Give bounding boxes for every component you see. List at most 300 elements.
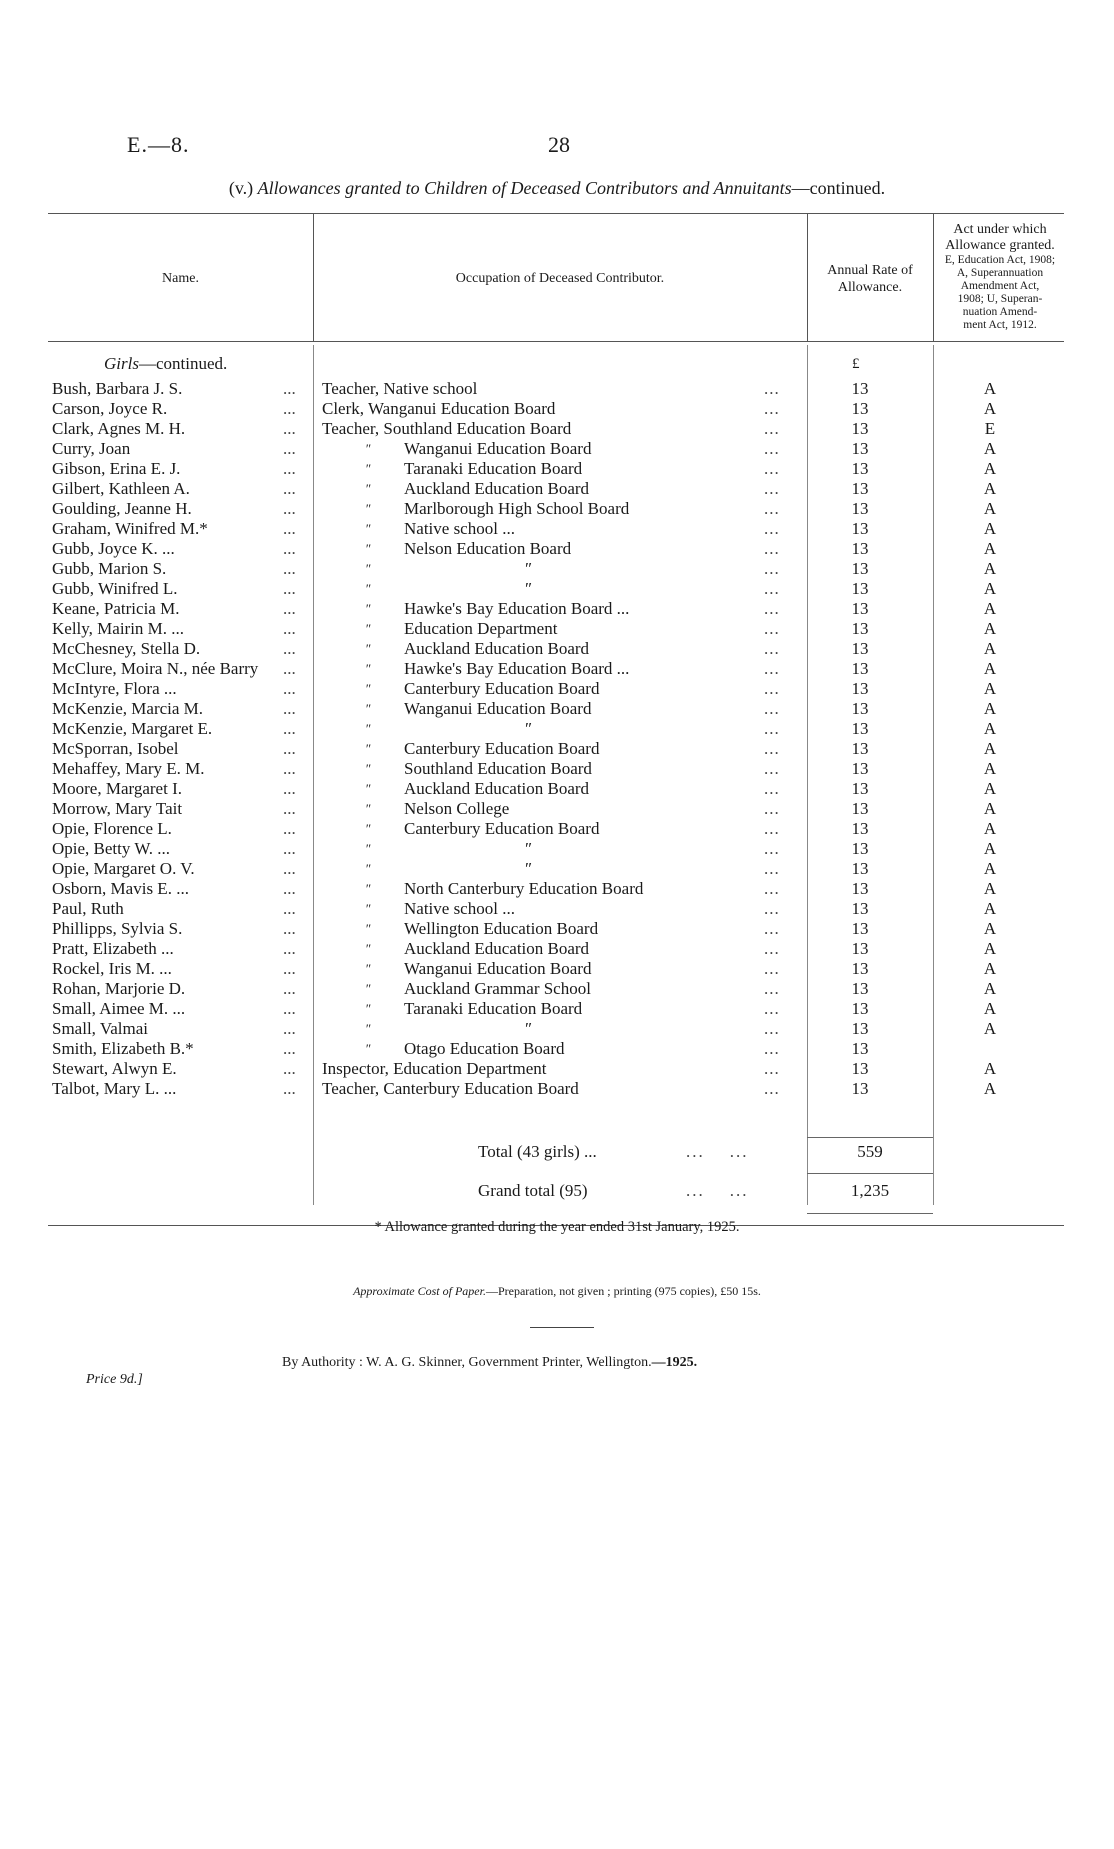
ditto-mark: ″	[365, 761, 371, 776]
row-rate: 13	[851, 539, 869, 558]
row-rate: 13	[851, 779, 869, 798]
row-rate: 13	[851, 559, 869, 578]
total-leader: ... ...	[686, 1142, 749, 1161]
footnote: * Allowance granted during the year ended 31st January, 1925.	[374, 1219, 740, 1235]
row-act: A	[983, 799, 997, 818]
name-leader: ...	[283, 539, 296, 558]
authority-year: —1925.	[651, 1355, 698, 1370]
name-leader: ...	[283, 579, 296, 598]
table-row	[0, 419, 1114, 439]
name-leader: ...	[283, 899, 296, 918]
occupation-leader: ...	[764, 599, 780, 618]
row-act: A	[983, 979, 997, 998]
short-rule	[530, 1327, 594, 1328]
row-rate: 13	[851, 459, 869, 478]
grand-total-label: Grand total (95)	[478, 1181, 588, 1200]
name-leader: ...	[283, 979, 296, 998]
row-occupation: Wanganui Education Board	[404, 959, 592, 978]
ditto-mark: ″	[365, 981, 371, 996]
table-row	[0, 619, 1114, 639]
row-rate: 13	[851, 519, 869, 538]
ditto-mark: ″	[365, 721, 371, 736]
name-leader: ...	[283, 1039, 296, 1058]
row-rate: 13	[851, 719, 869, 738]
act-header-line2: Allowance granted.	[945, 238, 1055, 253]
table-row	[0, 939, 1114, 959]
table-row	[0, 919, 1114, 939]
row-act: A	[983, 719, 997, 738]
occupation-leader: ...	[764, 1059, 780, 1078]
grand-total-leader: ... ...	[686, 1181, 749, 1200]
row-act: A	[983, 999, 997, 1018]
row-name: Phillipps, Sylvia S.	[52, 919, 183, 938]
table-row	[0, 479, 1114, 499]
table-row	[0, 639, 1114, 659]
row-name: McKenzie, Marcia M.	[52, 699, 204, 718]
act-header-line7: nuation Amend-	[962, 306, 1038, 318]
ditto-mark: ″	[365, 561, 371, 576]
col-header-name: Name.	[162, 271, 199, 286]
name-leader: ...	[283, 599, 296, 618]
row-rate: 13	[851, 819, 869, 838]
total-label: Total (43 girls) ...	[478, 1142, 597, 1161]
table-top-rule	[48, 213, 1064, 214]
table-row	[0, 579, 1114, 599]
name-leader: ...	[283, 439, 296, 458]
occupation-leader: ...	[764, 379, 780, 398]
row-rate: 13	[851, 839, 869, 858]
row-occupation: Marlborough High School Board	[404, 499, 630, 518]
ditto-mark: ″	[365, 841, 371, 856]
row-name: Smith, Elizabeth B.*	[52, 1039, 194, 1058]
row-name: McChesney, Stella D.	[52, 639, 201, 658]
occupation-leader: ...	[764, 499, 780, 518]
row-name: Moore, Margaret I.	[52, 779, 182, 798]
col-header-rate	[807, 262, 933, 296]
occupation-leader: ...	[764, 899, 780, 918]
row-occupation: Nelson Education Board	[404, 539, 572, 558]
ditto-mark: ″	[365, 921, 371, 936]
occupation-leader: ...	[764, 819, 780, 838]
row-rate: 13	[851, 1019, 869, 1038]
section-heading	[104, 354, 227, 374]
row-act: A	[983, 959, 997, 978]
row-act: A	[983, 839, 997, 858]
section-label: Girls	[104, 354, 139, 373]
occupation-leader: ...	[764, 699, 780, 718]
row-name: Talbot, Mary L. ...	[52, 1079, 177, 1098]
row-name: McSporran, Isobel	[52, 739, 179, 758]
occupation-leader: ...	[764, 559, 780, 578]
row-act: A	[983, 1019, 997, 1038]
table-row	[0, 739, 1114, 759]
row-act: A	[983, 859, 997, 878]
row-occupation: Taranaki Education Board	[404, 999, 583, 1018]
ditto-mark: ″	[365, 941, 371, 956]
row-rate: 13	[851, 799, 869, 818]
occupation-leader: ...	[764, 839, 780, 858]
document-code: E.—8.	[127, 132, 190, 157]
row-act: A	[983, 379, 997, 398]
row-act: A	[983, 939, 997, 958]
currency-symbol: £	[852, 356, 860, 372]
occupation-leader: ...	[764, 519, 780, 538]
name-leader: ...	[283, 559, 296, 578]
row-occupation: Auckland Education Board	[404, 779, 590, 798]
table-row	[0, 859, 1114, 879]
row-name: Rockel, Iris M. ...	[52, 959, 172, 978]
ditto-mark: ″	[365, 901, 371, 916]
name-leader: ...	[283, 799, 296, 818]
table-row	[0, 519, 1114, 539]
row-act: A	[983, 739, 997, 758]
row-name: Curry, Joan	[52, 439, 131, 458]
row-act: A	[983, 479, 997, 498]
row-occupation: Auckland Grammar School	[404, 979, 591, 998]
name-leader: ...	[283, 379, 296, 398]
ditto-mark: ″	[365, 601, 371, 616]
ditto-mark: ″	[365, 541, 371, 556]
name-leader: ...	[283, 999, 296, 1018]
table-row	[0, 399, 1114, 419]
row-rate: 13	[851, 919, 869, 938]
occupation-leader: ...	[764, 479, 780, 498]
row-occupation: Southland Education Board	[404, 759, 592, 778]
ditto-mark: ″	[365, 801, 371, 816]
section-suffix: —continued.	[138, 354, 228, 373]
row-name: Bush, Barbara J. S.	[52, 379, 183, 398]
table-row	[0, 1039, 1114, 1059]
row-occupation: Auckland Education Board	[404, 939, 590, 958]
occupation-leader: ...	[764, 659, 780, 678]
name-leader: ...	[283, 919, 296, 938]
occupation-leader: ...	[764, 939, 780, 958]
caption-title: Allowances granted to Children of Deceased Contributors and Annuitants	[257, 178, 792, 198]
act-header-line1: Act under which	[953, 222, 1047, 237]
row-occupation: Teacher, Canterbury Education Board	[322, 1079, 579, 1098]
table-row	[0, 719, 1114, 739]
row-rate: 13	[851, 699, 869, 718]
row-rate: 13	[851, 399, 869, 418]
row-occupation: Hawke's Bay Education Board ...	[404, 599, 630, 618]
row-occupation: Wanganui Education Board	[404, 699, 592, 718]
rate-header-line2: Allowance.	[837, 280, 903, 295]
name-leader: ...	[283, 759, 296, 778]
row-name: Gibson, Erina E. J.	[52, 459, 181, 478]
row-name: Small, Valmai	[52, 1019, 149, 1038]
row-act: A	[983, 619, 997, 638]
row-rate: 13	[851, 419, 869, 438]
name-leader: ...	[283, 1019, 296, 1038]
ditto-mark: ″	[365, 861, 371, 876]
occupation-leader: ...	[764, 779, 780, 798]
table-row	[0, 1059, 1114, 1079]
occupation-leader: ...	[764, 679, 780, 698]
ditto-mark: ″	[365, 741, 371, 756]
row-act: A	[983, 539, 997, 558]
ditto-mark: ″	[365, 781, 371, 796]
row-name: Opie, Margaret O. V.	[52, 859, 195, 878]
grand-total-rule-bottom	[807, 1213, 933, 1214]
occupation-leader: ...	[764, 619, 780, 638]
row-rate: 13	[851, 899, 869, 918]
occupation-leader: ...	[764, 1079, 780, 1098]
table-row	[0, 1079, 1114, 1099]
name-leader: ...	[283, 779, 296, 798]
row-occupation: Hawke's Bay Education Board ...	[404, 659, 630, 678]
row-occupation: Auckland Education Board	[404, 479, 590, 498]
row-act: A	[983, 659, 997, 678]
row-rate: 13	[851, 619, 869, 638]
table-row	[0, 559, 1114, 579]
grand-total-rule-top	[807, 1173, 933, 1174]
row-act: A	[983, 679, 997, 698]
row-rate: 13	[851, 939, 869, 958]
row-occupation: ″	[525, 579, 533, 598]
row-occupation: Auckland Education Board	[404, 639, 590, 658]
row-name: Graham, Winifred M.*	[52, 519, 208, 538]
occupation-leader: ...	[764, 739, 780, 758]
ditto-mark: ″	[365, 481, 371, 496]
occupation-leader: ...	[764, 859, 780, 878]
col-header-act	[935, 222, 1065, 332]
act-header-line3: E, Education Act, 1908;	[944, 254, 1056, 266]
row-rate: 13	[851, 579, 869, 598]
row-act: A	[983, 399, 997, 418]
authority-prefix: By Authority :	[282, 1355, 363, 1370]
row-name: Stewart, Alwyn E.	[52, 1059, 177, 1078]
occupation-leader: ...	[764, 639, 780, 658]
row-name: McIntyre, Flora ...	[52, 679, 177, 698]
ditto-mark: ″	[365, 1021, 371, 1036]
row-act: A	[983, 599, 997, 618]
row-act: A	[983, 919, 997, 938]
row-rate: 13	[851, 679, 869, 698]
row-occupation: Canterbury Education Board	[404, 679, 600, 698]
row-rate: 13	[851, 959, 869, 978]
name-leader: ...	[283, 459, 296, 478]
occupation-leader: ...	[764, 999, 780, 1018]
row-name: Kelly, Mairin M. ...	[52, 619, 185, 638]
occupation-leader: ...	[764, 759, 780, 778]
ditto-mark: ″	[365, 961, 371, 976]
occupation-leader: ...	[764, 879, 780, 898]
row-rate: 13	[851, 639, 869, 658]
name-leader: ...	[283, 719, 296, 738]
act-header-line4: A, Superannuation	[956, 267, 1044, 279]
row-occupation: ″	[525, 839, 533, 858]
row-act: A	[983, 459, 997, 478]
ditto-mark: ″	[365, 521, 371, 536]
page-number: 28	[548, 132, 570, 157]
table-row	[0, 759, 1114, 779]
occupation-leader: ...	[764, 719, 780, 738]
name-leader: ...	[283, 679, 296, 698]
name-leader: ...	[283, 939, 296, 958]
row-rate: 13	[851, 759, 869, 778]
occupation-leader: ...	[764, 799, 780, 818]
ditto-mark: ″	[365, 821, 371, 836]
name-leader: ...	[283, 839, 296, 858]
row-rate: 13	[851, 499, 869, 518]
row-occupation: Education Department	[404, 619, 558, 638]
row-occupation: Wellington Education Board	[404, 919, 599, 938]
row-act: A	[983, 759, 997, 778]
name-leader: ...	[283, 659, 296, 678]
table-row	[0, 659, 1114, 679]
col-divider-3	[933, 213, 934, 341]
table-row	[0, 699, 1114, 719]
ditto-mark: ″	[365, 701, 371, 716]
name-leader: ...	[283, 879, 296, 898]
row-occupation: Nelson College	[404, 799, 510, 818]
occupation-leader: ...	[764, 979, 780, 998]
name-leader: ...	[283, 519, 296, 538]
act-header-line5: Amendment Act,	[960, 280, 1040, 292]
row-name: Gilbert, Kathleen A.	[52, 479, 190, 498]
occupation-leader: ...	[764, 1039, 780, 1058]
row-name: McClure, Moira N., née Barry	[52, 659, 259, 678]
table-row	[0, 1019, 1114, 1039]
row-occupation: Teacher, Southland Education Board	[322, 419, 572, 438]
table-row	[0, 979, 1114, 999]
ditto-mark: ″	[365, 501, 371, 516]
occupation-leader: ...	[764, 419, 780, 438]
table-row	[0, 499, 1114, 519]
row-occupation: Native school ...	[404, 899, 515, 918]
row-act: A	[983, 519, 997, 538]
row-act: A	[983, 439, 997, 458]
name-leader: ...	[283, 819, 296, 838]
name-leader: ...	[283, 739, 296, 758]
rate-header-line1: Annual Rate of	[827, 263, 913, 278]
row-name: Osborn, Mavis E. ...	[52, 879, 189, 898]
row-rate: 13	[851, 659, 869, 678]
name-leader: ...	[283, 859, 296, 878]
row-act: A	[983, 879, 997, 898]
row-act: E	[984, 419, 996, 438]
cost-text: —Preparation, not given ; printing (975 copies), £50 15s.	[485, 1284, 761, 1298]
ditto-mark: ″	[365, 661, 371, 676]
price: Price 9d.]	[86, 1372, 143, 1387]
table-row	[0, 599, 1114, 619]
ditto-mark: ″	[365, 641, 371, 656]
table-row	[0, 379, 1114, 399]
row-rate: 13	[851, 859, 869, 878]
ditto-mark: ″	[365, 1041, 371, 1056]
name-leader: ...	[283, 699, 296, 718]
row-name: Clark, Agnes M. H.	[52, 419, 186, 438]
row-rate: 13	[851, 379, 869, 398]
row-name: Pratt, Elizabeth ...	[52, 939, 174, 958]
table-row	[0, 839, 1114, 859]
table-row	[0, 999, 1114, 1019]
row-rate: 13	[851, 739, 869, 758]
row-name: Keane, Patricia M.	[52, 599, 180, 618]
authority-line	[282, 1355, 697, 1371]
row-occupation: Taranaki Education Board	[404, 459, 583, 478]
occupation-leader: ...	[764, 399, 780, 418]
table-row	[0, 459, 1114, 479]
col-header-occupation: Occupation of Deceased Contributor.	[455, 271, 665, 286]
row-occupation: Clerk, Wanganui Education Board	[322, 399, 556, 418]
row-occupation: Canterbury Education Board	[404, 819, 600, 838]
row-act: A	[983, 559, 997, 578]
row-act: A	[983, 639, 997, 658]
row-rate: 13	[851, 479, 869, 498]
ditto-mark: ″	[365, 1001, 371, 1016]
row-occupation: Teacher, Native school	[322, 379, 478, 398]
cost-of-paper	[0, 1284, 1114, 1299]
occupation-leader: ...	[764, 1019, 780, 1038]
name-leader: ...	[283, 959, 296, 978]
row-name: Small, Aimee M. ...	[52, 999, 186, 1018]
row-name: Gubb, Winifred L.	[52, 579, 178, 598]
row-act: A	[983, 579, 997, 598]
authority-printer: W. A. G. Skinner, Government Printer, Wellington.	[366, 1355, 652, 1370]
ditto-mark: ″	[365, 581, 371, 596]
table-row	[0, 959, 1114, 979]
row-rate: 13	[851, 1039, 869, 1058]
table-row	[0, 779, 1114, 799]
row-act: A	[983, 699, 997, 718]
name-leader: ...	[283, 1059, 296, 1078]
row-rate: 13	[851, 1059, 869, 1078]
row-occupation: Native school ...	[404, 519, 515, 538]
row-rate: 13	[851, 1079, 869, 1098]
name-leader: ...	[283, 619, 296, 638]
occupation-leader: ...	[764, 579, 780, 598]
act-header-line8: ment Act, 1912.	[963, 319, 1037, 331]
table-row	[0, 799, 1114, 819]
table-row	[0, 679, 1114, 699]
caption-prefix: (v.)	[228, 178, 254, 198]
name-leader: ...	[283, 499, 296, 518]
name-leader: ...	[283, 399, 296, 418]
table-row	[0, 879, 1114, 899]
row-rate: 13	[851, 599, 869, 618]
row-act: A	[983, 899, 997, 918]
row-name: Gubb, Marion S.	[52, 559, 167, 578]
row-occupation: ″	[525, 719, 533, 738]
row-rate: 13	[851, 979, 869, 998]
row-occupation: Wanganui Education Board	[404, 439, 592, 458]
row-occupation: North Canterbury Education Board	[404, 879, 644, 898]
act-header-line6: 1908; U, Superan-	[957, 293, 1043, 305]
row-rate: 13	[851, 439, 869, 458]
table-caption	[0, 178, 1114, 199]
total-value: 559	[857, 1142, 883, 1161]
row-name: Carson, Joyce R.	[52, 399, 168, 418]
occupation-leader: ...	[764, 439, 780, 458]
row-act: A	[983, 1079, 997, 1098]
name-leader: ...	[283, 479, 296, 498]
row-rate: 13	[851, 879, 869, 898]
caption-suffix: —continued.	[791, 178, 886, 198]
row-occupation: Canterbury Education Board	[404, 739, 600, 758]
row-name: Goulding, Jeanne H.	[52, 499, 192, 518]
row-name: Paul, Ruth	[52, 899, 124, 918]
row-name: McKenzie, Margaret E.	[52, 719, 213, 738]
occupation-leader: ...	[764, 919, 780, 938]
row-act: A	[983, 499, 997, 518]
name-leader: ...	[283, 1079, 296, 1098]
ditto-mark: ″	[365, 881, 371, 896]
occupation-leader: ...	[764, 539, 780, 558]
grand-total-value: 1,235	[850, 1181, 890, 1200]
row-occupation: ″	[525, 559, 533, 578]
row-act: A	[983, 779, 997, 798]
